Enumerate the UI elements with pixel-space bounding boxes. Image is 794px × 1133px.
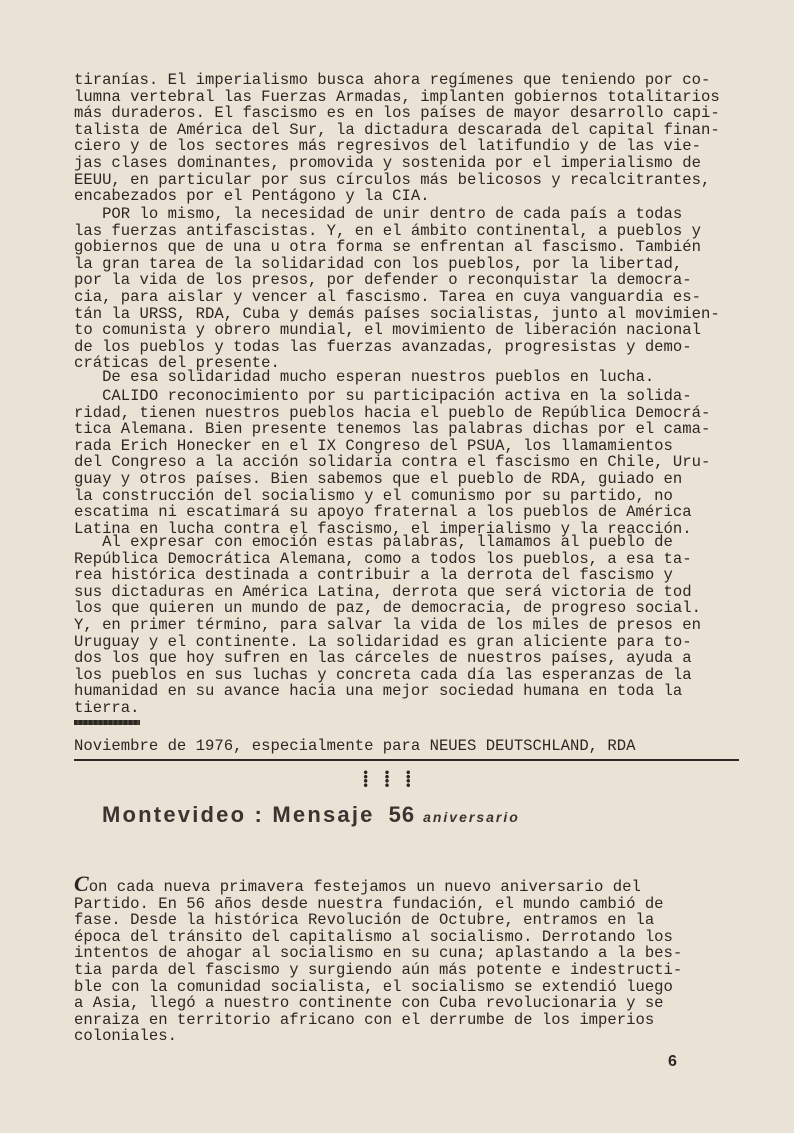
section-heading [102,802,520,828]
heading-number: 56 [388,802,416,827]
drop-cap: C [74,871,89,896]
paragraph-por-lo-mismo: POR lo mismo, la necesidad de unir dentro de cada país a todas las fuerzas antifascistas. Y, en el ámbito continental, a pueblos y gobiernos que de una u otra forma se enfrentan al fascismo. También la gran tarea de la solidaridad con los pueblos, por la libertad, por la vida de los presos, por defender o reconquistar la democra- cia, para aislar y vencer al fascismo. Tarea en cuya vanguardia es- tán la URSS, RDA, Cuba y demás países socialistas, junto al movimien- to comunista y obrero mundial, el movimiento de liberación nacional de los pueblos y todas las fuerzas avanzadas, progresistas y demo- cráticas del presente. [74,205,720,373]
paragraph-tiranias: tiranías. El imperialismo busca ahora regímenes que teniendo por co- lumna vertebral las Fuerzas Armadas, implanten gobiernos totalitarios más duraderos. El fascismo es en los países de mayor desarrollo capi- talista de América del Sur, la dictadura descarada del capital finan- ciero y de los sectores más regresivos del latifundio y de las vie- jas clases dominantes, promovida y sostenida por el imperialismo de EEUU, en particular por sus círculos más belicosos y recalcitrantes, encabezados por el Pentágono y la CIA. [74,71,720,206]
section-ornament-icon: ⁞⁞⁞ [362,767,426,792]
paragraph-primavera-text: on cada nueva primavera festejamos un nuevo aniversario del Partido. En 56 años desde nuestra fundación, el mundo cambió de fase. Desde la histórica Revolución de Octubre, entramos en la época del tránsito del capitalismo al socialismo. Derrotando los intentos de ahogar al socialismo en su cuna; aplastando a la bes- tia parda del fascismo y surgiendo aún más potente e indestructi- ble con la comunidad socialista, el socialismo se extendió luego a Asia, llegó a nuestro continente con Cuba revolucionaria y se enraiza en territorio africano con el derrumbe de los imperios coloniales. [74,878,683,1046]
paragraph-calido: CALIDO reconocimiento por su participación activa en la solida- ridad, tienen nuestros pueblos hacia el pueblo de República Democrá- tica Alemana. Bien presente tenemos las palabras dichas por el cama- rada Erich Honecker en el IX Congreso del PSUA, los llamamientos del Congreso a la acción solidaria contra el fascismo en Chile, Uru- guay y otros países. Bien sabemos que el pueblo de RDA, guiado en la construcción del socialismo y el comunismo por su partido, no escatima ni escatimará su apoyo fraternal a los pueblos de América Latina en lucha contra el fascismo, el imperialismo y la reacción. [74,387,711,538]
heading-title: Montevideo : Mensaje [102,802,375,827]
paragraph-al-expresar: Al expresar con emoción estas palabras, llamamos al pueblo de República Democrática Alemana, como a todos los pueblos, a esa ta- rea histórica destinada a contribuir a la derrota del fascismo y sus dictaduras en América Latina, derrota que será victoria de tod los que quieren un mundo de paz, de democracia, de progreso social. Y, en primer término, para salvar la vida de los miles de presos en Uruguay y el continente. La solidaridad es gran aliciente para to- dos los que hoy sufren en las cárceles de nuestros países, ayuda a los pueblos en sus luchas y concreta cada día las esperanzas de la humanidad en su avance hacia una mejor sociedad humana en toda la tierra. [74,533,701,717]
paragraph-solidaridad: De esa solidaridad mucho esperan nuestros pueblos en lucha. [74,368,655,386]
short-divider [74,720,140,725]
dateline: Noviembre de 1976, especialmente para NEUES DEUTSCHLAND, RDA [74,737,636,755]
paragraph-primavera [74,871,734,1046]
heading-subtitle: aniversario [423,809,520,825]
dateline-underline [74,759,739,761]
page-number: 6 [668,1053,677,1070]
